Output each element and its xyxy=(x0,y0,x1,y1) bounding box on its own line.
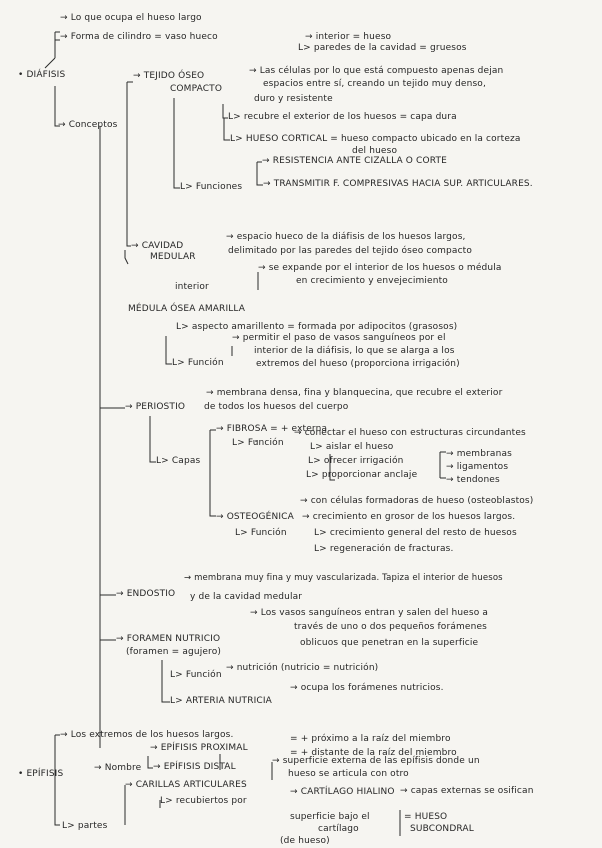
distal-def: = + distante de la raíz del miembro xyxy=(290,748,457,758)
foramen-funcion-label: L> Función xyxy=(170,670,222,680)
proximal-label: → EPÍFISIS PROXIMAL xyxy=(150,743,248,753)
foramen-def-3: oblicuos que penetran en la superficie xyxy=(300,638,479,648)
periostio-label: → PERIOSTIO xyxy=(125,402,186,412)
proximal-def: = + próximo a la raíz del miembro xyxy=(290,734,451,744)
cavidad-def-1: → espacio hueco de la diáfisis de los huesos largos, xyxy=(226,232,466,242)
cartilago-def: → capas externas se osifican xyxy=(400,786,534,796)
foramen-def-1: → Los vasos sanguíneos entran y salen del hueso a xyxy=(250,608,489,618)
foramen-label-2: (foramen = agujero) xyxy=(126,647,222,657)
fibrosa-label: → FIBROSA = + externa xyxy=(216,424,328,434)
tejido-label: → TEJIDO ÓSEO xyxy=(133,71,205,81)
fibrosa-funcion-1: → conectar el hueso con estructuras circundantes xyxy=(294,428,526,438)
osteogenica-funcion-label: L> Función xyxy=(235,528,287,538)
medula-funcion-1: → permitir el paso de vasos sanguíneos por el xyxy=(232,333,446,343)
diafisis-title: • DIÁFISIS xyxy=(18,70,66,80)
tejido-compacto-label: COMPACTO xyxy=(170,84,223,94)
hueso-subcondral-def-3: (de hueso) xyxy=(280,836,330,846)
hueso-subcondral-def-2: cartílago xyxy=(318,824,359,834)
endostio-def-1: → membrana muy fina y muy vascularizada. Tapiza el interior de huesos xyxy=(184,573,503,583)
medula-funcion-2: interior de la diáfisis, lo que se alarga a los xyxy=(254,346,455,356)
foramen-def-2: través de uno o dos pequeños forámenes xyxy=(294,622,487,632)
cavidad-label-1: → CAVIDAD xyxy=(131,241,184,251)
fibrosa-funcion-label: L> Función xyxy=(232,438,284,448)
arteria-nutricia-label: L> ARTERIA NUTRICIA xyxy=(170,696,272,706)
arteria-nutricia-def: → ocupa los forámenes nutricios. xyxy=(290,683,444,693)
anclaje-3: → tendones xyxy=(446,475,500,485)
funcion-2: → TRANSMITIR F. COMPRESIVAS HACIA SUP. ARTICULARES. xyxy=(263,179,533,189)
conceptos-label: → Conceptos xyxy=(58,120,118,130)
cavidad-label-2: MEDULAR xyxy=(150,252,196,262)
interior-label: interior xyxy=(175,282,209,292)
foramen-funcion-def: → nutrición (nutricio = nutrición) xyxy=(226,663,379,673)
funciones-label: L> Funciones xyxy=(180,182,243,192)
recubiertos-label: L> recubiertos por xyxy=(160,796,247,806)
diafisis-note-2: → Forma de cilindro = vaso hueco xyxy=(60,32,218,42)
subcondral-label-2: SUBCONDRAL xyxy=(410,824,474,834)
osteogenica-def: → con células formadoras de hueso (osteoblastos) xyxy=(300,496,534,506)
diafisis-note-1: → Lo que ocupa el hueso largo xyxy=(60,13,202,23)
endostio-def-2: y de la cavidad medular xyxy=(190,592,303,602)
medula-funcion-label: L> Función xyxy=(172,358,224,368)
diafisis-note-2b: → interior = hueso xyxy=(305,32,392,42)
interior-def-2: en crecimiento y envejecimiento xyxy=(296,276,448,286)
osteogenica-funcion-1: → crecimiento en grosor de los huesos largos. xyxy=(302,512,516,522)
nombre-label: → Nombre xyxy=(94,763,142,773)
fibrosa-funcion-2: L> aislar el hueso xyxy=(310,442,394,452)
osteogenica-funcion-3: L> regeneración de fracturas. xyxy=(314,544,454,554)
recubre-note: L> recubre el exterior de los huesos = capa dura xyxy=(228,112,457,122)
partes-label: L> partes xyxy=(62,821,108,831)
superficie-def-1: → superficie externa de las epífisis donde un xyxy=(272,756,480,766)
foramen-label-1: → FORAMEN NUTRICIO xyxy=(116,634,221,644)
medula-funcion-3: extremos del hueso (proporciona irrigación) xyxy=(256,359,460,369)
tejido-def-3: duro y resistente xyxy=(254,94,333,104)
cartilago-label: → CARTÍLAGO HIALINO xyxy=(290,787,395,797)
anclaje-1: → membranas xyxy=(446,449,512,459)
fibrosa-funcion-4: L> proporcionar anclaje xyxy=(306,470,418,480)
medula-aspecto: L> aspecto amarillento = formada por adipocitos (grasosos) xyxy=(176,322,458,332)
periostio-def-1: → membrana densa, fina y blanquecina, que recubre el exterior xyxy=(206,388,503,398)
periostio-def-2: de todos los huesos del cuerpo xyxy=(204,402,349,412)
cortical-note-1: L> HUESO CORTICAL = hueso compacto ubicado en la corteza xyxy=(230,134,521,144)
anclaje-2: → ligamentos xyxy=(446,462,509,472)
diafisis-note-2c: L> paredes de la cavidad = gruesos xyxy=(298,43,467,53)
subcondral-label-1: = HUESO xyxy=(404,812,448,822)
cortical-note-2: del hueso xyxy=(352,146,398,156)
epifisis-note-1: → Los extremos de los huesos largos. xyxy=(60,730,234,740)
cavidad-def-2: delimitado por las paredes del tejido óseo compacto xyxy=(228,246,472,256)
superficie-def-2: hueso se articula con otro xyxy=(288,769,409,779)
distal-label: → EPÍFISIS DISTAL xyxy=(153,762,236,772)
interior-def-1: → se expande por el interior de los huesos o médula xyxy=(258,263,502,273)
hueso-subcondral-def-1: superficie bajo el xyxy=(290,812,370,822)
epifisis-title: • EPÍFISIS xyxy=(18,769,64,779)
fibrosa-funcion-3: L> ofrecer irrigación xyxy=(308,456,404,466)
osteogenica-label: → OSTEOGÉNICA xyxy=(216,512,294,522)
funcion-1: → RESISTENCIA ANTE CIZALLA O CORTE xyxy=(262,156,447,166)
endostio-label: → ENDOSTIO xyxy=(116,589,176,599)
osteogenica-funcion-2: L> crecimiento general del resto de huesos xyxy=(314,528,517,538)
tejido-def-2: espacios entre sí, creando un tejido muy denso, xyxy=(263,79,486,89)
tejido-def-1: → Las células por lo que está compuesto apenas dejan xyxy=(249,66,504,76)
capas-label: L> Capas xyxy=(156,456,201,466)
medula-label: MÉDULA ÓSEA AMARILLA xyxy=(128,304,246,314)
carillas-label: → CARILLAS ARTICULARES xyxy=(125,780,247,790)
